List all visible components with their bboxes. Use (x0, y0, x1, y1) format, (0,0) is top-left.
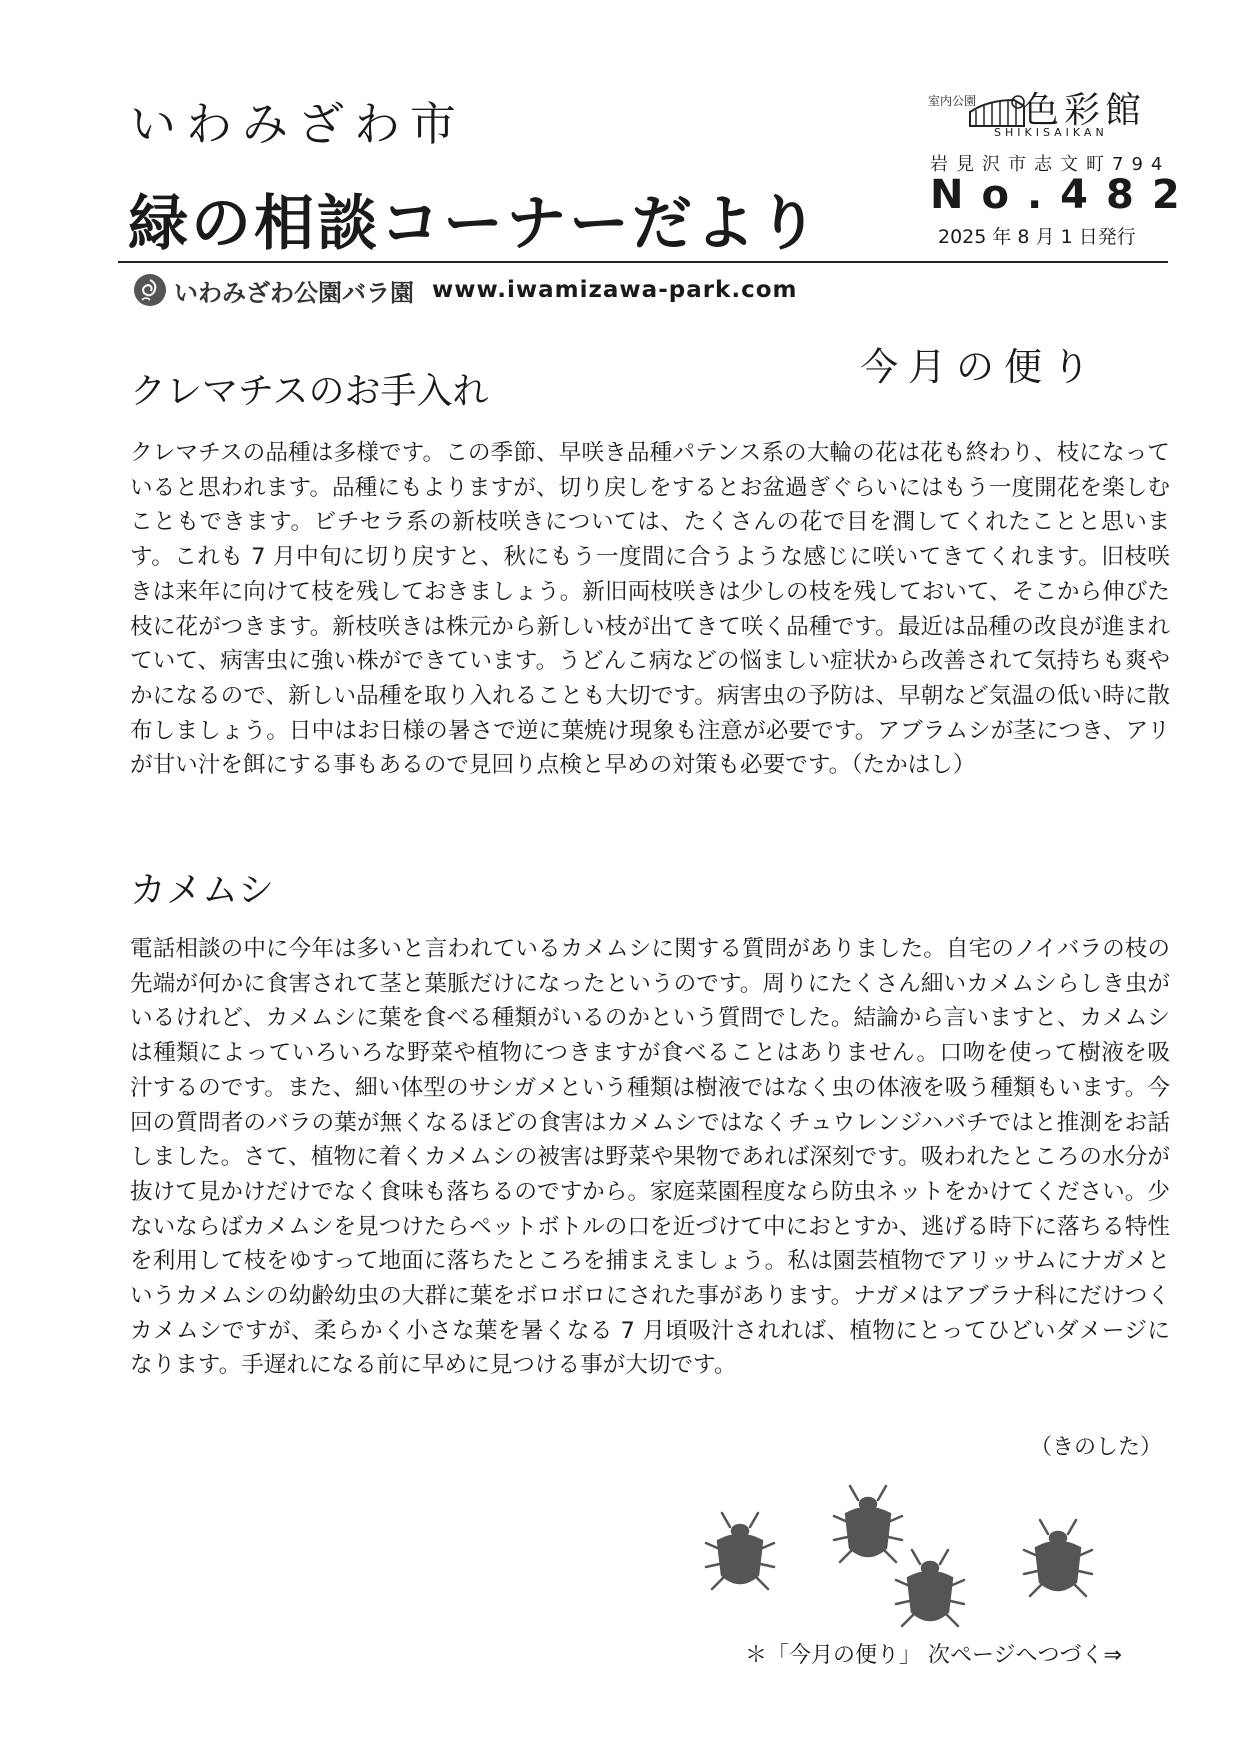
logo-roman-label: SHIKISAIKAN (994, 126, 1108, 139)
continued-notice: ＊「今月の便り」 次ページへつづく⇒ (745, 1643, 1122, 1668)
greenhouse-icon (968, 94, 1026, 128)
article-credit: （きのした） (1030, 1435, 1163, 1460)
article-body-clematis: クレマチスの品種は多様です。この季節、早咲き品種パテンス系の大輪の花は花も終わり、枝になっていると思われます。品種にもよりますが、切り戻しをするとお盆過ぎぐらいにはもう一度開花を楽しむこともできます。ビチセラ系の新枝咲きについては、たくさんの花で目を潤してくれたことと思います。これも 7 月中旬に切り戻すと、秋にもう一度間に合うような感じに咲いてきてくれます。旧枝咲きは来年に向けて枝を残しておきましょう。新旧両枝咲きは少しの枝を残しておいて、そこから伸びた枝に花がつきます。新枝咲きは株元から新しい枝が出てきて咲く品種です。最近は品種の改良が進まれていて、病害虫に強い株ができています。うどんこ病などの悩ましい症状から改善されて気持ちも爽やかになるので、新しい品種を取り入れることも大切です。病害虫の予防は、早朝など気温の低い時に散布しましょう。日中はお日様の暑さで逆に葉焼け現象も注意が必要です。アブラムシが茎につき、アリが甘い汁を餌にする事もあるので見回り点検と早めの対策も必要です。（たかはし） (130, 440, 1170, 779)
park-name: いわみざわ公園バラ園 (174, 278, 414, 307)
park-banner (132, 270, 798, 310)
stinkbug-icon (890, 1542, 970, 1632)
website-url: www.iwamizawa-park.com (432, 277, 798, 303)
shikisaikan-logo (928, 86, 1168, 139)
address: 岩見沢市志文町794 (930, 154, 1171, 175)
stinkbug-icon (700, 1505, 780, 1595)
logo-small-label: 室内公園 (928, 94, 977, 108)
issue-date: 2025 年 8 月 1 日発行 (938, 226, 1136, 248)
monthly-label: 今月の便り (860, 345, 1101, 389)
issue-number: No.482 (930, 172, 1198, 218)
logo-main-label: 色彩館 (1023, 90, 1147, 131)
article-body-stinkbug: 電話相談の中に今年は多いと言われているカメムシに関する質問がありました。自宅のノイバラの枝の先端が何かに食害されて茎と葉脈だけになったというのです。周りにたくさん細いカメムシらしき虫がいるけれど、カメムシに葉を食べる種類がいるのかという質問でした。結論から言いますと、カメムシは種類によっていろいろな野菜や植物につきますが食べることはありません。口吻を使って樹液を吸汁するのです。また、細い体型のサシガメという種類は樹液ではなく虫の体液を吸う種類もいます。今回の質問者のバラの葉が無くなるほどの食害はカメムシではなくチュウレンジハバチではと推測をお話しました。さて、植物に着くカメムシの被害は野菜や果物であれば深刻です。吸われたところの水分が抜けて見かけだけでなく食味も落ちるのですから。家庭菜園程度なら防虫ネットをかけてください。少ないならばカメムシを見つけたらペットボトルの口を近づけて中におとすか、逃げる時下に落ちる特性を利用して枝をゆすって地面に落ちたところを捕まえましょう。私は園芸植物でアリッサムにナガメというカメムシの幼齢幼虫の大群に葉をボロボロにされた事があります。ナガメはアブラナ科にだけつくカメムシですが、柔らかく小さな葉を暑くなる 7 月頃吸汁されれば、植物にとってひどいダメージになります。手遅れになる前に早めに見つける事が大切です。 (130, 936, 1170, 1379)
rose-icon (132, 272, 168, 308)
stinkbug-icon (1018, 1512, 1098, 1602)
article-heading-stinkbug: カメムシ (130, 870, 275, 911)
newsletter-title: 緑の相談コーナーだより (128, 189, 821, 259)
city-name: いわみざわ市 (130, 97, 466, 151)
article-heading-clematis: クレマチスのお手入れ (130, 371, 489, 412)
header-divider (118, 261, 1168, 263)
